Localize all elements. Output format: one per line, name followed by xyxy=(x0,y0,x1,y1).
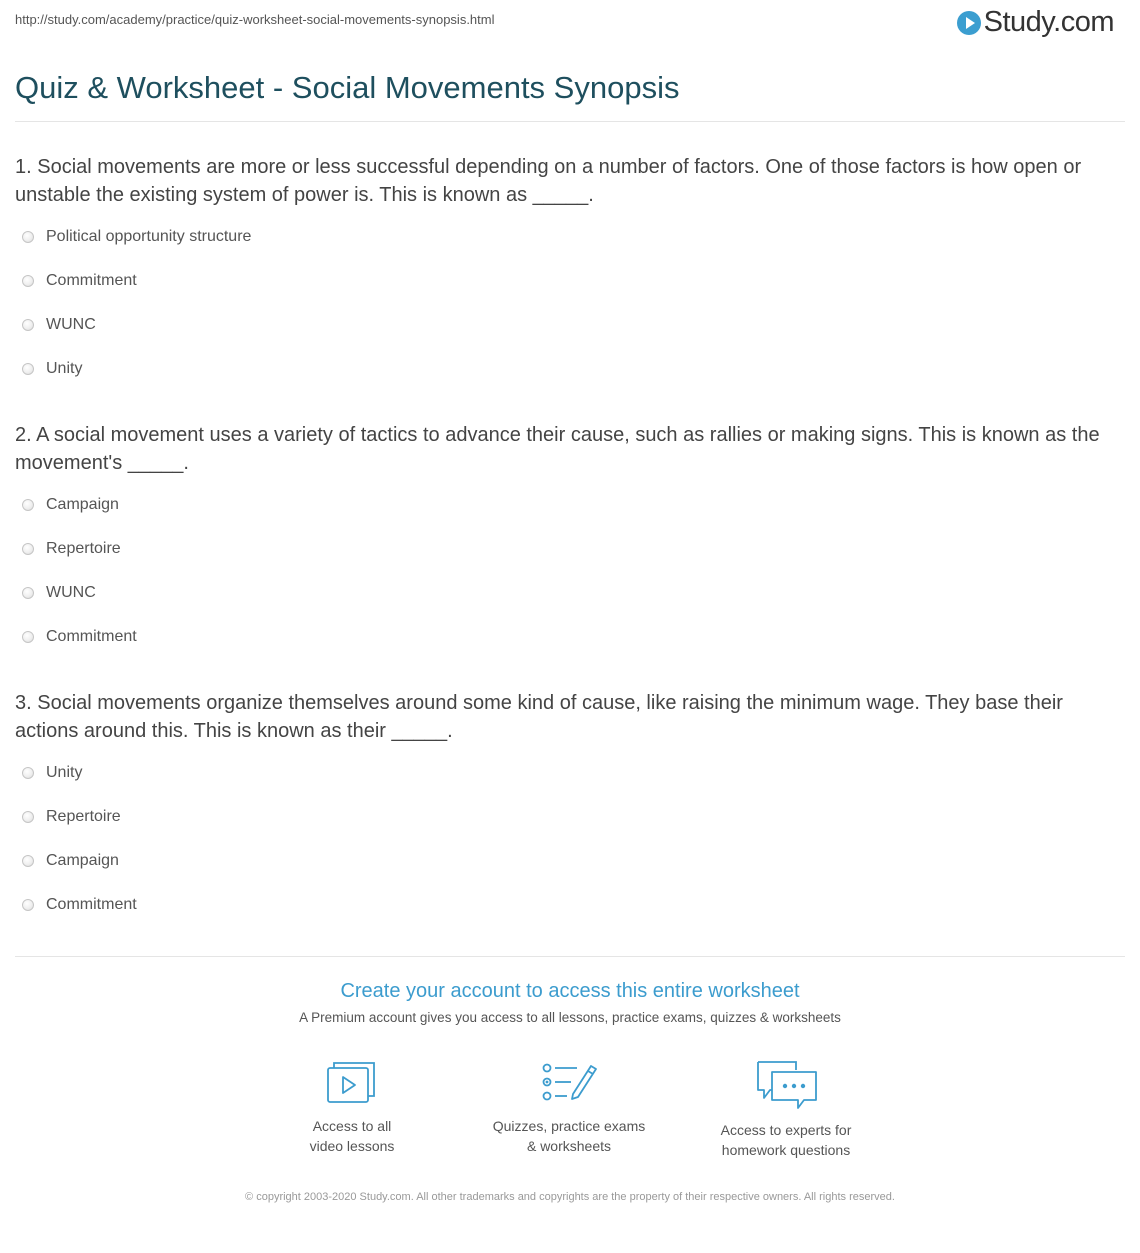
option-label: Political opportunity structure xyxy=(46,228,252,245)
chat-bubbles-icon xyxy=(754,1060,818,1110)
option-label: WUNC xyxy=(46,316,96,333)
radio-button[interactable] xyxy=(22,811,34,823)
radio-button[interactable] xyxy=(22,855,34,867)
top-bar xyxy=(0,0,1140,60)
radio-button[interactable] xyxy=(22,543,34,555)
radio-button[interactable] xyxy=(22,631,34,643)
question-2: 2. A social movement uses a variety of tactics to advance their cause, such as rallies or making signs. This is known as the movement's _____. xyxy=(15,424,1100,474)
question-2-option-3[interactable] xyxy=(22,584,96,602)
question-1-option-4[interactable] xyxy=(22,360,82,378)
option-label: Repertoire xyxy=(46,808,121,825)
question-1-option-1[interactable] xyxy=(22,228,251,246)
question-2-option-4[interactable] xyxy=(22,628,137,646)
feature-label: Access to all video lessons xyxy=(309,1118,395,1154)
cta-subtitle: A Premium account gives you access to all lessons, practice exams, quizzes & worksheets xyxy=(299,1010,841,1025)
study-logo[interactable] xyxy=(957,6,1114,39)
option-label: Commitment xyxy=(46,628,137,645)
radio-button[interactable] xyxy=(22,767,34,779)
option-label: Unity xyxy=(46,360,83,377)
question-1-option-3[interactable] xyxy=(22,316,96,334)
play-logo-icon xyxy=(957,11,981,35)
question-3-option-4[interactable] xyxy=(22,896,137,914)
option-label: Unity xyxy=(46,764,83,781)
option-label: WUNC xyxy=(46,584,96,601)
radio-button[interactable] xyxy=(22,231,34,243)
radio-button[interactable] xyxy=(22,319,34,331)
create-account-link[interactable]: Create your account to access this entire worksheet xyxy=(340,980,800,1002)
question-3-option-1[interactable] xyxy=(22,764,82,782)
question-3: 3. Social movements organize themselves around some kind of cause, like raising the minimum wage. They base their actions around this. This is known as their _____. xyxy=(15,692,1063,742)
radio-button[interactable] xyxy=(22,587,34,599)
video-lessons-icon xyxy=(326,1060,378,1106)
radio-button[interactable] xyxy=(22,275,34,287)
radio-button[interactable] xyxy=(22,899,34,911)
radio-button[interactable] xyxy=(22,499,34,511)
feature-video-lessons xyxy=(252,1060,452,1156)
option-label: Commitment xyxy=(46,272,137,289)
question-1: 1. Social movements are more or less successful depending on a number of factors. One of those factors is how open or unstable the existing system of power is. This is known as _____. xyxy=(15,156,1082,206)
option-label: Commitment xyxy=(46,896,137,913)
option-label: Campaign xyxy=(46,852,119,869)
divider xyxy=(15,121,1125,122)
feature-label: Access to experts for homework questions xyxy=(720,1122,852,1158)
question-2-option-2[interactable] xyxy=(22,540,121,558)
feature-quizzes xyxy=(469,1060,669,1156)
question-3-option-3[interactable] xyxy=(22,852,119,870)
page-title: Quiz & Worksheet - Social Movements Synopsis xyxy=(15,70,680,105)
logo-text: Study.com xyxy=(983,6,1114,38)
divider xyxy=(15,956,1125,957)
copyright-footer: © copyright 2003-2020 Study.com. All other trademarks and copyrights are the property of their respective owners. All rights reserved. xyxy=(245,1191,895,1203)
quiz-checklist-icon xyxy=(541,1060,597,1106)
radio-button[interactable] xyxy=(22,363,34,375)
page-url: http://study.com/academy/practice/quiz-worksheet-social-movements-synopsis.html xyxy=(15,12,495,27)
feature-experts xyxy=(686,1060,886,1160)
question-2-option-1[interactable] xyxy=(22,496,119,514)
question-3-option-2[interactable] xyxy=(22,808,121,826)
option-label: Campaign xyxy=(46,496,119,513)
option-label: Repertoire xyxy=(46,540,121,557)
feature-label: Quizzes, practice exams & worksheets xyxy=(492,1118,646,1154)
question-1-option-2[interactable] xyxy=(22,272,137,290)
